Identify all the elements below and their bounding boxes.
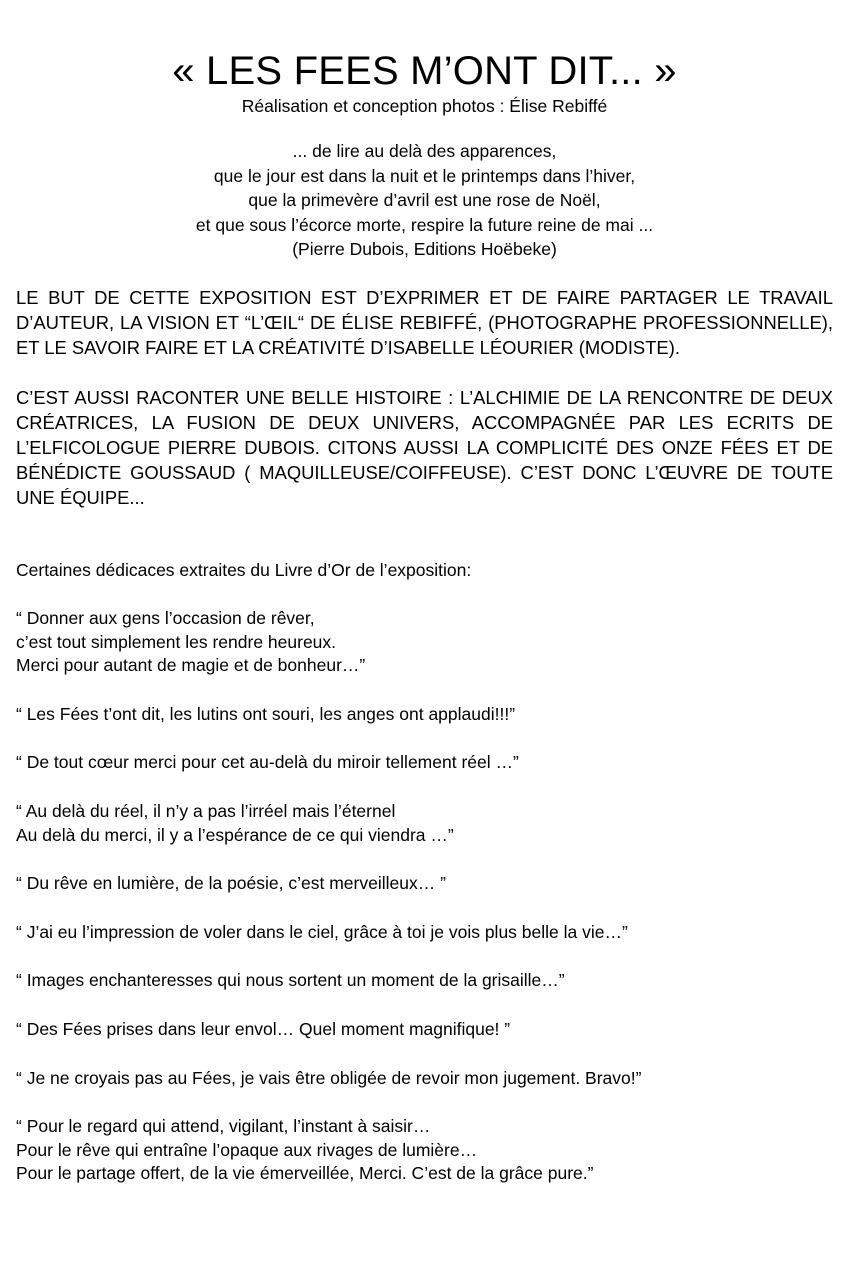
epigraph-source: (Pierre Dubois, Editions Hoëbeke)	[292, 239, 557, 260]
dedication-line: “ Je ne croyais pas au Fées, je vais être obligée de revoir mon jugement. Bravo!”	[16, 1067, 642, 1088]
dedication-10	[16, 1115, 833, 1186]
dedication-9	[16, 1067, 833, 1091]
dedication-line: Merci pour autant de magie et de bonheur…”	[16, 655, 366, 676]
epigraph-line: que le jour est dans la nuit et le printemps dans l’hiver,	[213, 165, 636, 186]
dedication-line: Pour le partage offert, de la vie émerveillée, Merci. C’est de la grâce pure.”	[16, 1163, 594, 1184]
epigraph-line: et que sous l’écorce morte, respire la future reine de mai ...	[195, 214, 654, 235]
story-paragraph: C’EST AUSSI RACONTER UNE BELLE HISTOIRE : L’ALCHIMIE DE LA RENCONTRE DE DEUX CRÉATRICES, LA FUSION DE DEUX UNIVERS, ACCOMPAGNÉE PAR LES ECRITS DE L’ELFICOLOGUE PIERRE DUBOIS. CITONS AUSSI LA COMPLICITÉ DES ONZE FÉES ET DE BÉNÉDICTE GOUSSAUD ( MAQUILLEUSE/COIFFEUSE). C’EST DONC L’ŒUVRE DE TOUTE UNE ÉQUIPE...	[16, 386, 833, 508]
dedication-6	[16, 921, 833, 945]
dedication-4	[16, 800, 833, 847]
dedication-line: c’est tout simplement les rendre heureux.	[16, 631, 337, 652]
dedication-line: “ Les Fées t’ont dit, les lutins ont souri, les anges ont applaudi!!!”	[16, 703, 516, 724]
dedication-line: “ Des Fées prises dans leur envol… Quel moment magnifique! ”	[16, 1018, 511, 1039]
dedications-intro: Certaines dédicaces extraites du Livre d’Or de l’exposition:	[16, 559, 472, 580]
document-page	[16, 0, 833, 1186]
dedication-line: “ Donner aux gens l’occasion de rêver,	[16, 607, 315, 628]
dedication-line: “ Du rêve en lumière, de la poésie, c’est merveilleux… ”	[16, 873, 446, 894]
page-subtitle: Réalisation et conception photos : Élise Rebiffé	[241, 96, 608, 116]
dedication-3	[16, 751, 833, 775]
dedication-line: “ J’ai eu l’impression de voler dans le ciel, grâce à toi je vois plus belle la vie…”	[16, 921, 628, 942]
dedication-line: Pour le rêve qui entraîne l’opaque aux rivages de lumière…	[16, 1139, 478, 1160]
dedication-7	[16, 969, 833, 993]
epigraph-line: ... de lire au delà des apparences,	[292, 141, 557, 161]
dedication-5	[16, 872, 833, 896]
dedication-line: “ Au delà du réel, il n’y a pas l’irréel mais l’éternel	[16, 800, 396, 821]
dedication-line: “ De tout cœur merci pour cet au-delà du miroir tellement réel …”	[16, 752, 519, 773]
dedication-1	[16, 607, 833, 678]
dedication-2	[16, 703, 833, 727]
epigraph	[16, 139, 833, 262]
exhibition-purpose-paragraph: LE BUT DE CETTE EXPOSITION EST D’EXPRIMER ET DE FAIRE PARTAGER LE TRAVAIL D’AUTEUR, LA VISION ET “L’ŒIL“ DE ÉLISE REBIFFÉ, (PHOTOGRAPHE PROFESSIONNELLE), ET LE SAVOIR FAIRE ET LA CRÉATIVITÉ D’ISABELLE LÉOURIER (MODISTE).	[16, 286, 833, 358]
dedication-line: “ Images enchanteresses qui nous sortent un moment de la grisaille…”	[16, 970, 565, 991]
epigraph-line: que la primevère d’avril est une rose de Noël,	[248, 190, 601, 211]
page-title: « LES FEES M’ONT DIT... »	[172, 49, 677, 93]
dedication-line: “ Pour le regard qui attend, vigilant, l’instant à saisir…	[16, 1116, 431, 1137]
dedication-line: Au delà du merci, il y a l’espérance de ce qui viendra …”	[16, 824, 454, 845]
dedication-8	[16, 1018, 833, 1042]
